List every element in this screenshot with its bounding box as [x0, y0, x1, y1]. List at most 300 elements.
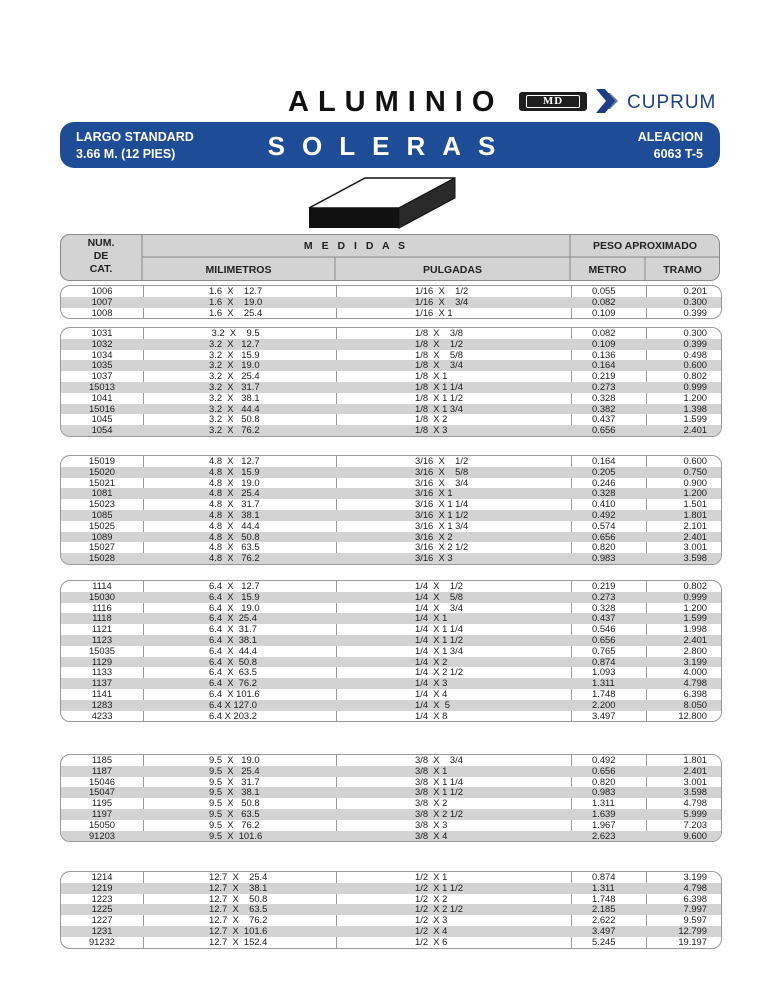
size-inches: 1/4 X 1 1/2 — [415, 633, 463, 645]
cat-number: 1045 — [91, 413, 113, 425]
cat-number: 1227 — [91, 914, 113, 926]
size-mm: 4.8 X 50.8 — [209, 530, 260, 542]
cat-number: 1133 — [91, 666, 113, 678]
weight-per-meter: 1.748 — [592, 892, 616, 904]
length-value: 3.66 M. (12 PIES) — [76, 147, 176, 161]
weight-per-length: 6.398 — [683, 687, 707, 699]
table-row — [61, 425, 721, 436]
cat-number: 1195 — [91, 797, 113, 809]
size-mm: 6.4 X 50.8 — [209, 655, 257, 667]
weight-per-length: 1.998 — [683, 623, 707, 635]
size-mm: 6.4 X 127.0 — [209, 698, 257, 710]
cat-number: 15028 — [88, 552, 116, 564]
table-row — [61, 646, 721, 657]
section-title: SOLERAS — [267, 131, 513, 161]
cat-number: 1187 — [91, 764, 113, 776]
weight-per-meter: 0.273 — [592, 590, 616, 602]
cat-header-line1: NUM. — [87, 237, 115, 249]
cat-number: 1034 — [91, 348, 113, 360]
weight-per-meter: 1.967 — [592, 818, 616, 830]
size-mm: 9.5 X 38.1 — [209, 786, 260, 798]
table-row — [61, 488, 721, 499]
size-mm: 1.6 X 19.0 — [209, 295, 263, 307]
cat-number: 1032 — [91, 337, 113, 349]
size-inches: 1/4 X 3/4 — [415, 601, 463, 613]
weight-per-meter: 0.656 — [592, 530, 616, 542]
table-row — [61, 521, 721, 532]
cat-number: 15020 — [88, 465, 116, 477]
weight-per-length: 0.750 — [683, 465, 707, 477]
table-row — [61, 414, 721, 425]
cuprum-chevron-icon — [596, 89, 622, 113]
table-row — [61, 787, 721, 798]
size-inches: 3/8 X 2 1/2 — [415, 807, 463, 819]
weight-per-meter: 0.874 — [592, 655, 616, 667]
size-mm: 4.8 X 38.1 — [209, 508, 260, 520]
size-mm: 12.7 X 76.2 — [209, 914, 268, 926]
tramo-header: TRAMO — [663, 264, 702, 276]
table-row — [61, 766, 721, 777]
table-row — [61, 894, 721, 905]
weight-per-length: 12.800 — [678, 709, 707, 721]
table-row — [61, 328, 721, 339]
cat-number: 1116 — [92, 601, 112, 613]
weight-per-length: 0.300 — [683, 295, 707, 307]
size-inches: 1/4 X 4 — [415, 687, 448, 699]
size-inches: 1/4 X 1 3/4 — [415, 644, 463, 656]
size-inches: 1/16 X 1/2 — [415, 285, 469, 296]
cat-number: 15050 — [88, 818, 116, 830]
weight-per-length: 4.798 — [683, 677, 707, 689]
size-inches: 3/16 X 1 1/2 — [415, 508, 469, 520]
cat-number: 1114 — [92, 580, 112, 591]
size-mm: 6.4 X 44.4 — [209, 644, 257, 656]
weight-per-length: 5.999 — [683, 807, 707, 819]
weight-per-meter: 0.874 — [592, 871, 616, 882]
size-inches: 1/8 X 1 1/2 — [415, 391, 463, 403]
peso-header: PESO APROXIMADO — [592, 240, 698, 252]
cat-number: 15016 — [88, 402, 116, 414]
weight-per-length: 0.999 — [683, 380, 707, 392]
size-inches: 1/8 X 1 3/4 — [415, 402, 463, 414]
table-row — [61, 478, 721, 489]
cat-header-line2: DE — [93, 250, 109, 262]
size-inches: 1/2 X 3 — [415, 914, 448, 926]
weight-per-meter: 1.311 — [592, 881, 615, 893]
group-3-16 — [60, 455, 722, 565]
cat-number: 1008 — [91, 306, 113, 318]
size-inches: 3/8 X 3/4 — [415, 754, 463, 765]
weight-per-meter: 0.136 — [592, 348, 616, 360]
weight-per-length: 1.501 — [683, 498, 707, 510]
weight-per-length: 0.600 — [683, 455, 707, 466]
weight-per-meter: 1.311 — [592, 677, 615, 689]
weight-per-meter: 2.622 — [592, 914, 616, 926]
weight-per-meter: 0.328 — [592, 391, 616, 403]
cat-number: 15013 — [88, 380, 116, 392]
size-mm: 9.5 X 63.5 — [209, 807, 260, 819]
table-row — [61, 467, 721, 478]
weight-per-length: 1.200 — [683, 601, 707, 613]
table-row — [61, 667, 721, 678]
weight-per-length: 7.203 — [683, 818, 707, 830]
table-row — [61, 915, 721, 926]
table-row — [61, 592, 721, 603]
size-mm: 6.4 X 12.7 — [209, 580, 260, 591]
weight-per-length: 4.798 — [683, 881, 707, 893]
cat-number: 1006 — [91, 285, 113, 296]
table-row — [61, 350, 721, 361]
weight-per-meter: 0.437 — [592, 612, 616, 624]
table-row — [61, 809, 721, 820]
weight-per-length: 1.801 — [683, 754, 707, 765]
weight-per-length: 9.600 — [683, 829, 707, 841]
table-row — [61, 624, 721, 635]
weight-per-length: 1.599 — [683, 413, 707, 425]
cat-number: 15027 — [88, 541, 116, 553]
weight-per-meter: 1.748 — [592, 687, 616, 699]
group-1-16 — [60, 285, 722, 319]
size-mm: 4.8 X 25.4 — [209, 487, 260, 499]
weight-per-length: 12.799 — [678, 924, 707, 936]
table-row — [61, 581, 721, 592]
cat-number: 1123 — [91, 633, 113, 645]
size-mm: 1.6 X 12.7 — [209, 285, 263, 296]
size-inches: 1/8 X 1 — [415, 370, 448, 382]
cat-number: 1129 — [91, 655, 113, 667]
size-inches: 3/8 X 3 — [415, 818, 448, 830]
weight-per-meter: 0.109 — [592, 337, 616, 349]
size-inches: 1/2 X 1 — [415, 871, 448, 882]
cat-number: 15047 — [88, 786, 116, 798]
table-row — [61, 393, 721, 404]
weight-per-meter: 1.311 — [592, 797, 615, 809]
size-inches: 1/8 X 3/8 — [415, 327, 463, 338]
table-row — [61, 678, 721, 689]
size-inches: 1/8 X 3 — [415, 424, 448, 436]
table-row — [61, 286, 721, 297]
table-row — [61, 883, 721, 894]
table-row — [61, 689, 721, 700]
weight-per-length: 4.798 — [683, 797, 707, 809]
weight-per-length: 2.401 — [683, 764, 707, 776]
size-inches: 3/8 X 1 — [415, 764, 448, 776]
cat-number: 1089 — [91, 530, 113, 542]
table-row — [61, 872, 721, 883]
weight-per-length: 2.401 — [683, 424, 707, 436]
cat-number: 15025 — [88, 519, 116, 531]
medidas-header: M E D I D A S — [303, 240, 409, 252]
size-mm: 4.8 X 63.5 — [209, 541, 260, 553]
weight-per-meter: 0.983 — [592, 786, 616, 798]
size-mm: 6.4 X 25.4 — [209, 612, 257, 624]
size-mm: 6.4 X 203.2 — [209, 709, 257, 721]
size-inches: 1/4 X 5/8 — [415, 590, 463, 602]
size-mm: 4.8 X 15.9 — [209, 465, 260, 477]
weight-per-meter: 3.497 — [592, 709, 616, 721]
size-mm: 9.5 X 31.7 — [209, 775, 260, 787]
cat-number: 1007 — [91, 295, 113, 307]
weight-per-length: 4.000 — [683, 666, 707, 678]
size-inches: 1/2 X 2 — [415, 892, 448, 904]
size-inches: 1/4 X 8 — [415, 709, 448, 721]
weight-per-meter: 0.328 — [592, 601, 616, 613]
cat-number: 15035 — [88, 644, 116, 656]
weight-per-meter: 0.492 — [592, 508, 616, 520]
size-mm: 1.6 X 25.4 — [209, 306, 263, 318]
size-mm: 6.4 X 101.6 — [209, 687, 260, 699]
weight-per-length: 3.199 — [683, 655, 707, 667]
cat-number: 1031 — [91, 327, 113, 338]
size-mm: 9.5 X 76.2 — [209, 818, 260, 830]
weight-per-meter: 0.820 — [592, 775, 616, 787]
size-mm: 3.2 X 12.7 — [209, 337, 260, 349]
size-inches: 1/16 X 3/4 — [415, 295, 469, 307]
size-mm: 9.5 X 19.0 — [209, 754, 260, 765]
size-mm: 4.8 X 19.0 — [209, 476, 260, 488]
size-inches: 3/8 X 1 1/2 — [415, 786, 463, 798]
alloy-value: 6063 T-5 — [653, 147, 703, 161]
weight-per-length: 0.900 — [683, 476, 707, 488]
weight-per-length: 1.200 — [683, 391, 707, 403]
table-row — [61, 700, 721, 711]
table-row — [61, 510, 721, 521]
size-inches: 3/16 X 2 — [415, 530, 453, 542]
weight-per-length: 8.050 — [683, 698, 707, 710]
table-row — [61, 308, 721, 319]
weight-per-length: 0.498 — [683, 348, 707, 360]
alloy-label: ALEACION — [637, 130, 703, 144]
size-mm: 6.4 X 31.7 — [209, 623, 257, 635]
table-row — [61, 937, 721, 948]
weight-per-meter: 3.497 — [592, 924, 616, 936]
table-row — [61, 553, 721, 564]
alloy-info — [638, 129, 703, 163]
weight-per-meter: 0.055 — [592, 285, 616, 296]
size-mm: 9.5 X 101.6 — [209, 829, 263, 841]
size-inches: 3/16 X 1 — [415, 487, 453, 499]
group-1-8 — [60, 327, 722, 437]
weight-per-meter: 0.082 — [592, 295, 616, 307]
size-mm: 4.8 X 31.7 — [209, 498, 260, 510]
group-1-4 — [60, 580, 722, 722]
table-row — [61, 371, 721, 382]
size-mm: 12.7 X 63.5 — [209, 903, 268, 915]
md-logo — [519, 92, 587, 111]
weight-per-length: 3.598 — [683, 786, 707, 798]
weight-per-length: 0.399 — [683, 337, 707, 349]
table-row — [61, 777, 721, 788]
table-row — [61, 456, 721, 467]
size-inches: 1/8 X 5/8 — [415, 348, 463, 360]
cat-number: 1214 — [91, 871, 113, 882]
weight-per-length: 0.201 — [683, 285, 707, 296]
size-inches: 1/8 X 1/2 — [415, 337, 463, 349]
weight-per-meter: 2.623 — [592, 829, 616, 841]
weight-per-length: 2.401 — [683, 633, 707, 645]
cat-number: 1085 — [91, 508, 113, 520]
table-row — [61, 532, 721, 543]
size-mm: 3.2 X 44.4 — [209, 402, 260, 414]
weight-per-meter: 0.219 — [592, 370, 616, 382]
size-mm: 9.5 X 25.4 — [209, 764, 260, 776]
cat-number: 91203 — [88, 829, 116, 841]
weight-per-length: 2.401 — [683, 530, 707, 542]
weight-per-length: 19.197 — [678, 935, 707, 947]
weight-per-meter: 0.656 — [592, 764, 616, 776]
weight-per-meter: 0.164 — [592, 359, 616, 371]
cat-number-header — [60, 237, 142, 276]
table-row — [61, 603, 721, 614]
weight-per-length: 0.802 — [683, 580, 707, 591]
weight-per-meter: 0.273 — [592, 380, 616, 392]
table-row — [61, 820, 721, 831]
size-inches: 3/8 X 2 — [415, 797, 448, 809]
table-row — [61, 404, 721, 415]
weight-per-meter: 0.656 — [592, 633, 616, 645]
size-mm: 9.5 X 50.8 — [209, 797, 260, 809]
size-mm: 3.2 X 38.1 — [209, 391, 260, 403]
weight-per-meter: 0.410 — [592, 498, 616, 510]
cat-number: 15021 — [88, 476, 116, 488]
weight-per-meter: 0.109 — [592, 306, 616, 318]
weight-per-length: 2.800 — [683, 644, 707, 656]
size-inches: 1/4 X 1 — [415, 612, 448, 624]
table-row — [61, 360, 721, 371]
size-inches: 1/4 X 3 — [415, 677, 448, 689]
size-inches: 3/8 X 1 1/4 — [415, 775, 463, 787]
weight-per-meter: 0.082 — [592, 327, 616, 338]
table-row — [61, 297, 721, 308]
size-mm: 12.7 X 101.6 — [209, 924, 268, 936]
cat-number: 15030 — [88, 590, 116, 602]
weight-per-length: 0.600 — [683, 359, 707, 371]
weight-per-meter: 0.328 — [592, 487, 616, 499]
size-mm: 3.2 X 76.2 — [209, 424, 260, 436]
table-row — [61, 926, 721, 937]
md-logo-text: MD — [526, 95, 580, 108]
table-row — [61, 657, 721, 668]
weight-per-meter: 0.656 — [592, 424, 616, 436]
weight-per-meter: 5.245 — [592, 935, 616, 947]
weight-per-meter: 0.437 — [592, 413, 616, 425]
size-mm: 4.8 X 44.4 — [209, 519, 260, 531]
cat-number: 1219 — [91, 881, 113, 893]
size-inches: 3/16 X 1 1/4 — [415, 498, 469, 510]
size-mm: 3.2 X 50.8 — [209, 413, 260, 425]
size-mm: 6.4 X 38.1 — [209, 633, 257, 645]
size-inches: 1/4 X 1/2 — [415, 580, 463, 591]
cat-number: 1118 — [92, 612, 112, 624]
group-3-8 — [60, 754, 722, 842]
weight-per-meter: 0.205 — [592, 465, 616, 477]
banner — [60, 122, 720, 168]
cat-number: 15019 — [88, 455, 116, 466]
weight-per-meter: 2.185 — [592, 903, 616, 915]
weight-per-length: 2.101 — [683, 519, 707, 531]
size-mm: 12.7 X 38.1 — [209, 881, 268, 893]
weight-per-length: 1.801 — [683, 508, 707, 520]
table-row — [61, 755, 721, 766]
size-inches: 1/8 X 1 1/4 — [415, 380, 463, 392]
table-row — [61, 798, 721, 809]
weight-per-length: 0.999 — [683, 590, 707, 602]
size-inches: 1/2 X 2 1/2 — [415, 903, 463, 915]
weight-per-meter: 2.200 — [592, 698, 616, 710]
cat-number: 1231 — [91, 924, 113, 936]
table-row — [61, 904, 721, 915]
cat-number: 1185 — [91, 754, 113, 765]
cat-number: 1283 — [91, 698, 113, 710]
weight-per-meter: 0.983 — [592, 552, 616, 564]
size-inches: 3/16 X 1/2 — [415, 455, 469, 466]
size-mm: 6.4 X 76.2 — [209, 677, 257, 689]
size-inches: 1/4 X 5 — [415, 698, 450, 710]
weight-per-meter: 1.093 — [592, 666, 616, 678]
size-inches: 1/4 X 2 1/2 — [415, 666, 463, 678]
size-inches: 3/8 X 4 — [415, 829, 448, 841]
cat-number: 1223 — [91, 892, 113, 904]
metro-header: METRO — [588, 264, 627, 276]
weight-per-meter: 1.639 — [592, 807, 616, 819]
cat-number: 1225 — [91, 903, 113, 915]
size-inches: 1/2 X 6 — [415, 935, 448, 947]
weight-per-meter: 0.820 — [592, 541, 616, 553]
weight-per-meter: 0.219 — [592, 580, 616, 591]
size-mm: 4.8 X 12.7 — [209, 455, 260, 466]
weight-per-length: 3.001 — [683, 541, 707, 553]
cat-number: 1054 — [91, 424, 113, 436]
table-row — [61, 542, 721, 553]
weight-per-meter: 0.246 — [592, 476, 616, 488]
brand-name: CUPRUM — [627, 92, 717, 113]
size-mm: 12.7 X 50.8 — [209, 892, 268, 904]
size-mm: 3.2 X 15.9 — [209, 348, 260, 360]
size-inches: 1/8 X 2 — [415, 413, 448, 425]
weight-per-length: 3.199 — [683, 871, 707, 882]
table-row — [61, 499, 721, 510]
length-label: LARGO STANDARD — [76, 130, 194, 144]
size-mm: 3.2 X 31.7 — [209, 380, 260, 392]
table-row — [61, 613, 721, 624]
weight-per-length: 0.300 — [683, 327, 707, 338]
table-row — [61, 382, 721, 393]
milimetros-header: MILIMETROS — [205, 264, 272, 276]
weight-per-meter: 0.574 — [592, 519, 616, 531]
weight-per-meter: 0.546 — [592, 623, 616, 635]
page-title: ALUMINIO — [288, 86, 504, 118]
size-inches: 1/16 X 1 — [415, 306, 453, 318]
table-row — [61, 635, 721, 646]
weight-per-length: 1.599 — [683, 612, 707, 624]
weight-per-meter: 0.164 — [592, 455, 616, 466]
size-inches: 1/8 X 3/4 — [415, 359, 463, 371]
size-mm: 3.2 X 19.0 — [209, 359, 260, 371]
cat-number: 1081 — [91, 487, 113, 499]
weight-per-length: 1.200 — [683, 487, 707, 499]
cat-number: 1197 — [91, 807, 113, 819]
group-1-2 — [60, 871, 722, 949]
weight-per-length: 1.398 — [683, 402, 707, 414]
size-mm: 4.8 X 76.2 — [209, 552, 260, 564]
cat-number: 91232 — [88, 935, 116, 947]
size-mm: 12.7 X 25.4 — [209, 871, 268, 882]
weight-per-length: 7.997 — [683, 903, 707, 915]
cat-number: 4233 — [91, 709, 113, 721]
weight-per-length: 3.598 — [683, 552, 707, 564]
size-inches: 3/16 X 3 — [415, 552, 453, 564]
size-inches: 1/2 X 1 1/2 — [415, 881, 463, 893]
